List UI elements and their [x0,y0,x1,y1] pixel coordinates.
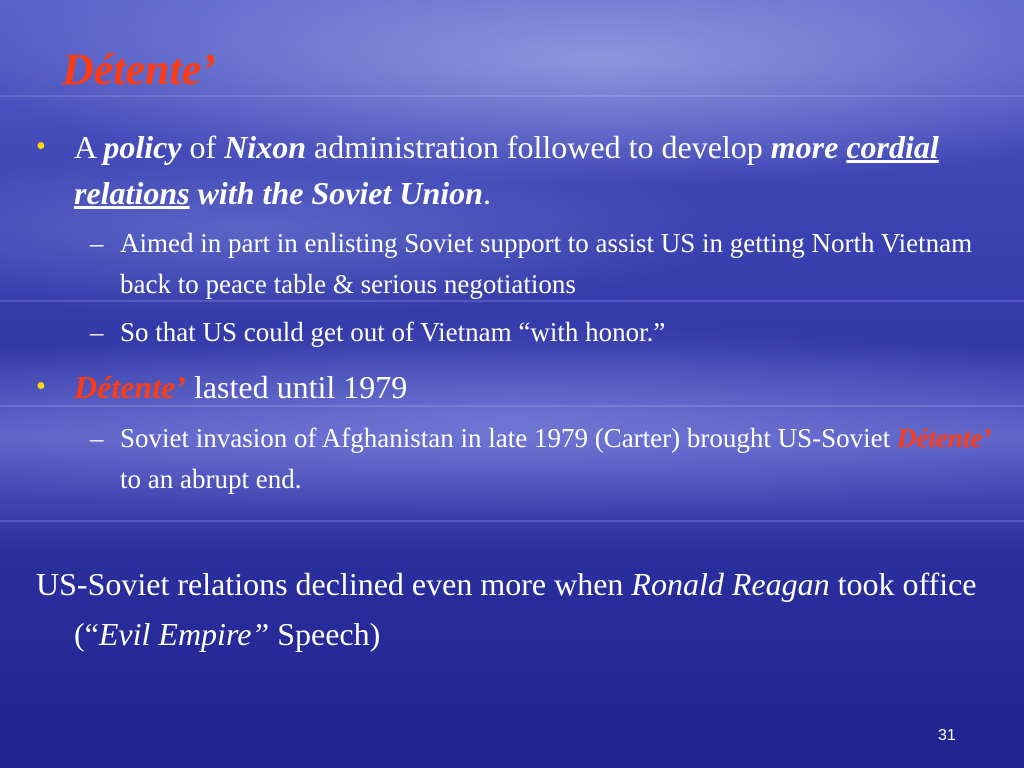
dash-icon: – [90,228,104,258]
dash-icon: – [90,317,104,347]
bullet-dot-icon: • [36,371,46,402]
sub-bullet-text: to an abrupt end. [120,464,302,494]
emphasis-policy: policy [103,129,182,165]
sub-bullet-2 [90,312,1010,353]
sub-bullet-text: So that US could get out of Vietnam “with honor.” [120,317,666,347]
bullet-item-1 [36,124,984,216]
sub-bullet-3 [90,418,1010,500]
sub-bullet-text: Aimed in part in enlisting Soviet support to assist US in getting North Vietnam back to peace table & serious negotiations [120,228,973,299]
dash-icon: – [90,423,104,453]
bullet-item-2 [36,364,984,410]
paragraph-text: US-Soviet relations declined even more when [36,566,632,602]
bullet-dot-icon: • [36,131,46,162]
bullet-text: . [482,175,491,211]
emphasis-cordial-relations: cordial relations [74,129,939,211]
emphasis-nixon: Nixon [224,129,306,165]
emphasis-ronald-reagan: Ronald Reagan [631,566,830,602]
background-streak [0,520,1024,522]
bullet-text: lasted until 1979 [185,369,408,405]
emphasis-evil-empire: Evil Empire” [98,616,270,652]
sub-bullet-text: Soviet invasion of Afghanistan in late 1979 (Carter) brought US-Soviet [120,423,897,453]
background-streak [0,95,1024,97]
bullet-text: A [74,129,104,165]
emphasis-detente: Détente’ [896,423,992,453]
emphasis-soviet-union: with the Soviet Union [189,175,483,211]
bullet-text: administration followed to develop [305,129,771,165]
emphasis-detente: Détente’ [74,369,186,405]
bullet-text: of [181,129,225,165]
sub-bullet-1 [90,223,1010,305]
page-number: 31 [938,727,956,744]
paragraph-text: took office (“ [74,566,977,652]
paragraph-text: Speech) [269,616,381,652]
slide-title: Détente’ [62,45,216,94]
emphasis-more: more [770,129,847,165]
closing-paragraph [36,559,1014,659]
